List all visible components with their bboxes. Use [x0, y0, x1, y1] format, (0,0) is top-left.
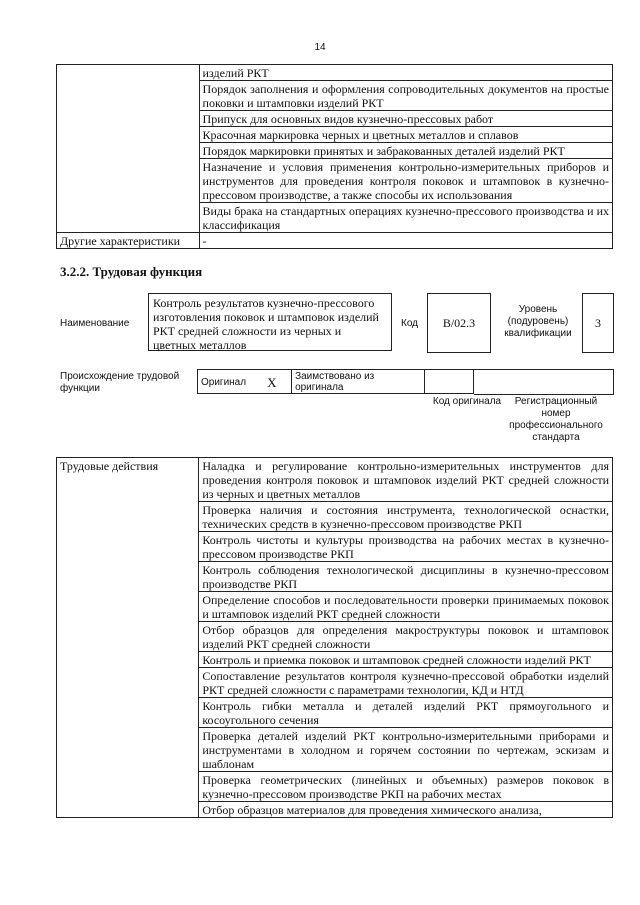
- table-cell: Контроль соблюдения технологической дисциплины в кузнечно-прессовом производстве РКП: [199, 562, 613, 592]
- table-cell: Отбор образцов для определения макроструктуры поковок и штамповок изделий РКТ средней сложности: [199, 622, 613, 652]
- level-label: Уровень (подуровень) квалификации: [504, 304, 572, 339]
- table-row: [198, 370, 474, 394]
- table-cell: Контроль гибки металла и деталей изделий РКТ прямоугольного и косоугольного сечения: [199, 698, 613, 728]
- table-cell: Назначение и условия применения контрольно-измерительных приборов и инструментов для проведения контроля поковок и штамповок в кузнечно-прессовом производстве, а также способы их использования: [199, 159, 612, 203]
- code-original-caption: Код оригинала: [432, 396, 502, 407]
- row-label-empty: [57, 65, 200, 233]
- table-cell: Сопоставление результатов контроля кузнечно-прессовой обработки изделий РКТ средней сложности с параметрами технологии, КД и НТД: [199, 668, 613, 698]
- reg-number-caption: Регистрационный номер профессионального стандарта: [509, 396, 603, 443]
- function-name-box: Контроль результатов кузнечно-прессового изготовления поковок и штамповок изделий РКТ средней сложности из черных и цветных металлов: [148, 293, 392, 351]
- reg-number-cell: [474, 369, 614, 395]
- page-number: 14: [314, 42, 326, 53]
- table-cell: Наладка и регулирование контрольно-измерительных инструментов для проведения контроля поковок и штамповок изделий РКТ средней сложности из черных и цветных металлов: [199, 458, 613, 502]
- labor-actions-label: Трудовые действия: [57, 458, 199, 818]
- origin-label: Происхождение трудовой функции: [60, 371, 180, 394]
- code-label: Код: [401, 318, 419, 329]
- table-row: [57, 458, 613, 502]
- name-label: Наименование: [60, 318, 130, 329]
- origin-table: [197, 369, 474, 394]
- table-cell: Припуск для основных видов кузнечно-прессовых работ: [199, 111, 612, 127]
- code-value: В/02.3: [442, 316, 476, 330]
- level-box: [582, 293, 614, 353]
- table-row: [57, 233, 613, 249]
- table-cell: Контроль и приемка поковок и штамповок средней сложности изделий РКТ: [199, 652, 613, 668]
- table-cell: Проверка наличия и состояния инструмента, технологической оснастки, технических средств в кузнечно-прессовом производстве РКП: [199, 502, 613, 532]
- table-row: [57, 65, 613, 81]
- code-original-cell: [425, 370, 474, 394]
- table-cell: Проверка геометрических (линейных и объемных) размеров поковок в кузнечно-прессовом производстве РКП на рабочих местах: [199, 772, 613, 802]
- section-title: 3.2.2. Трудовая функция: [60, 264, 203, 279]
- table-cell: Порядок маркировки принятых и забракованных деталей изделий РКТ: [199, 143, 612, 159]
- table-cell: Красочная маркировка черных и цветных металлов и сплавов: [199, 127, 612, 143]
- table-cell: изделий РКТ: [199, 65, 612, 81]
- code-box: [427, 293, 491, 353]
- table-cell: Определение способов и последовательности проверки принимаемых поковок и штамповок изделий РКТ средней сложности: [199, 592, 613, 622]
- other-characteristics-value: -: [199, 233, 612, 249]
- knowledge-table: [56, 64, 613, 249]
- other-characteristics-label: Другие характеристики: [57, 233, 200, 249]
- table-cell: Контроль чистоты и культуры производства на рабочих местах в кузнечно-прессовом производстве РКП: [199, 532, 613, 562]
- table-cell: Виды брака на стандартных операциях кузнечно-прессового производства и их классификация: [199, 203, 612, 233]
- labor-actions-table: [56, 457, 613, 818]
- table-cell: Порядок заполнения и оформления сопроводительных документов на простые поковки и штамповки изделий РКТ: [199, 81, 612, 111]
- table-cell: Проверка деталей изделий РКТ контрольно-измерительными приборами и инструментами в холодном и горячем состоянии по чертежам, эскизам и шаблонам: [199, 728, 613, 772]
- borrowed-label: Заимствовано из оригинала: [292, 370, 425, 394]
- table-cell: Отбор образцов материалов для проведения химического анализа,: [199, 802, 613, 818]
- original-label: Оригинал: [198, 370, 265, 394]
- original-mark: X: [264, 370, 291, 394]
- level-value: 3: [595, 316, 601, 330]
